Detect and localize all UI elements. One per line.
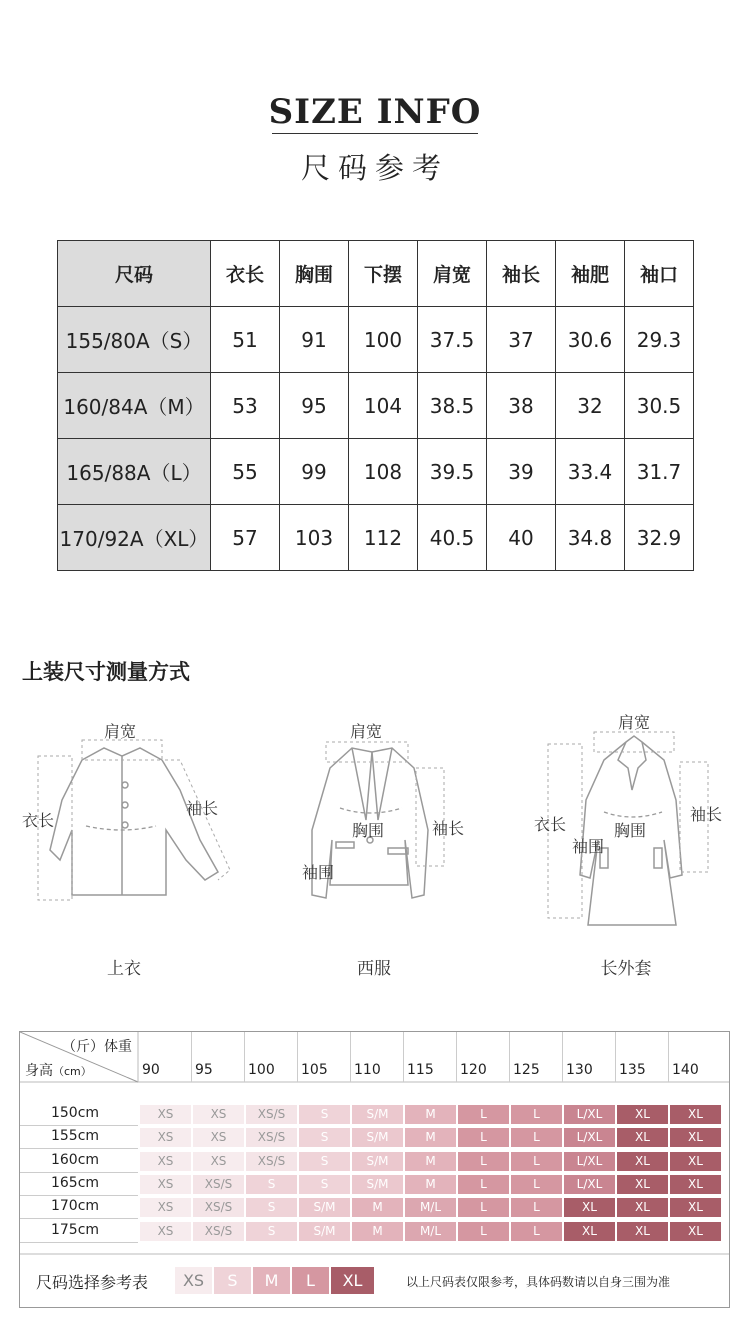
height-label: 155cm [50, 1128, 100, 1145]
size-grid-cell: XL [617, 1198, 668, 1217]
row-divider [20, 1125, 138, 1126]
value-cell: 34.8 [556, 505, 625, 571]
weight-label: 100 [248, 1062, 275, 1078]
size-grid-cell: S [299, 1105, 350, 1124]
value-cell: 31.7 [625, 439, 694, 505]
column-divider [615, 1032, 616, 1082]
suit-label-cuff: 袖围 [302, 863, 335, 882]
value-cell: 57 [211, 505, 280, 571]
coat-label-sleeve: 袖长 [690, 805, 723, 824]
reference-note: 以上尺码表仅限参考，具体码数请以自身三围为准 [406, 1275, 671, 1289]
size-cell: 170/92A（XL） [58, 505, 211, 571]
size-grid-cell: XL [617, 1222, 668, 1241]
size-grid-cell: L [458, 1222, 509, 1241]
col-header: 肩宽 [418, 241, 487, 307]
size-grid-cell: M [405, 1105, 456, 1124]
weight-label: 105 [301, 1062, 328, 1078]
size-grid-cell: XS/S [193, 1198, 244, 1217]
weight-label: 125 [513, 1062, 540, 1078]
column-divider [297, 1032, 298, 1082]
value-cell: 55 [211, 439, 280, 505]
value-cell: 104 [349, 373, 418, 439]
size-grid-cell: L/XL [564, 1175, 615, 1194]
row-divider [20, 1195, 138, 1196]
value-cell: 51 [211, 307, 280, 373]
value-cell: 38.5 [418, 373, 487, 439]
size-grid-cell: XS/S [246, 1128, 297, 1147]
legend-swatch: S [214, 1267, 251, 1294]
size-grid-cell: S [299, 1175, 350, 1194]
size-grid-cell: XL [670, 1152, 721, 1171]
shirt-label-sleeve: 袖长 [186, 799, 219, 818]
title-english: SIZE INFO [268, 92, 482, 132]
value-cell: 39 [487, 439, 556, 505]
size-grid-cell: XL [670, 1175, 721, 1194]
size-grid-cell: L [511, 1175, 562, 1194]
coat-label-cuff: 袖围 [572, 837, 605, 856]
size-grid-cell: L [458, 1128, 509, 1147]
weight-header: （斤）体重 [62, 1039, 132, 1055]
size-grid-cell: L [511, 1198, 562, 1217]
coat-label-length: 衣长 [534, 815, 567, 834]
size-grid-cell: XS [140, 1222, 191, 1241]
size-grid-cell: XS/S [193, 1175, 244, 1194]
size-cell: 155/80A（S） [58, 307, 211, 373]
value-cell: 112 [349, 505, 418, 571]
size-grid-cell: XS [140, 1128, 191, 1147]
size-grid-cell: M [352, 1222, 403, 1241]
size-reference-table [19, 1031, 730, 1308]
size-grid-cell: XS/S [193, 1222, 244, 1241]
suit-label-shoulder: 肩宽 [350, 722, 383, 741]
size-grid-cell: XL [564, 1198, 615, 1217]
shirt-illustration [50, 748, 218, 895]
col-header: 袖口 [625, 241, 694, 307]
size-grid-cell: XS [193, 1128, 244, 1147]
size-grid-cell: L [511, 1152, 562, 1171]
weight-label: 90 [142, 1062, 160, 1078]
value-cell: 91 [280, 307, 349, 373]
size-grid-cell: L/XL [564, 1105, 615, 1124]
shirt-label-shoulder: 肩宽 [104, 722, 137, 741]
size-grid-cell: M [405, 1152, 456, 1171]
legend-swatch: XL [331, 1267, 374, 1294]
value-cell: 100 [349, 307, 418, 373]
weight-label: 120 [460, 1062, 487, 1078]
col-header: 尺码 [58, 241, 211, 307]
suit-label-chest: 胸围 [352, 821, 385, 840]
column-divider [562, 1032, 563, 1082]
suit-name: 西服 [357, 959, 391, 979]
shirt-label-length: 衣长 [22, 811, 55, 830]
size-grid-cell: S [299, 1128, 350, 1147]
size-grid-cell: L [511, 1222, 562, 1241]
value-cell: 40 [487, 505, 556, 571]
size-grid-cell: L/XL [564, 1152, 615, 1171]
size-grid-cell: XL [564, 1222, 615, 1241]
row-divider [20, 1242, 138, 1243]
col-header: 袖肥 [556, 241, 625, 307]
size-grid-cell: XS/S [246, 1152, 297, 1171]
column-divider [191, 1032, 192, 1082]
size-grid-cell: L [458, 1105, 509, 1124]
suit-chest-arrow [340, 808, 402, 813]
size-grid-cell: S/M [352, 1105, 403, 1124]
size-cell: 165/88A（L） [58, 439, 211, 505]
height-unit: （cm） [53, 1065, 92, 1078]
column-divider [244, 1032, 245, 1082]
value-cell: 30.5 [625, 373, 694, 439]
value-cell: 37 [487, 307, 556, 373]
size-grid-cell: XS [140, 1105, 191, 1124]
weight-label: 135 [619, 1062, 646, 1078]
size-grid-cell: XS [193, 1152, 244, 1171]
size-grid-cell: S [246, 1198, 297, 1217]
size-grid-cell: L/XL [564, 1128, 615, 1147]
value-cell: 108 [349, 439, 418, 505]
col-header: 袖长 [487, 241, 556, 307]
col-header: 下摆 [349, 241, 418, 307]
size-grid-cell: XL [617, 1152, 668, 1171]
size-grid-cell: L [511, 1128, 562, 1147]
size-grid-cell: L [458, 1198, 509, 1217]
coat-chest-arrow [604, 812, 662, 817]
value-cell: 99 [280, 439, 349, 505]
value-cell: 32 [556, 373, 625, 439]
value-cell: 32.9 [625, 505, 694, 571]
value-cell: 39.5 [418, 439, 487, 505]
weight-label: 95 [195, 1062, 213, 1078]
shirt-name: 上衣 [107, 959, 141, 979]
size-grid-cell: XS [193, 1105, 244, 1124]
size-grid-cell: XL [670, 1198, 721, 1217]
value-cell: 103 [280, 505, 349, 571]
size-grid-cell: XL [617, 1105, 668, 1124]
size-grid-cell: XL [617, 1175, 668, 1194]
size-grid-cell: M [405, 1175, 456, 1194]
weight-label: 115 [407, 1062, 434, 1078]
size-grid-cell: XS [140, 1175, 191, 1194]
column-divider [668, 1032, 669, 1082]
value-cell: 30.6 [556, 307, 625, 373]
size-grid-cell: M [352, 1198, 403, 1217]
size-grid-cell: S/M [299, 1222, 350, 1241]
height-label: 165cm [50, 1174, 100, 1191]
column-divider [350, 1032, 351, 1082]
size-grid-cell: S [246, 1222, 297, 1241]
height-header [25, 1060, 92, 1080]
value-cell: 33.4 [556, 439, 625, 505]
value-cell: 37.5 [418, 307, 487, 373]
value-cell: 29.3 [625, 307, 694, 373]
size-grid-cell: XS [140, 1152, 191, 1171]
height-header-text: 身高 [25, 1063, 53, 1079]
coat-name: 长外套 [600, 959, 652, 979]
height-label: 170cm [50, 1198, 100, 1215]
shirt-chest-arrow [86, 826, 156, 830]
size-grid-cell: S/M [352, 1128, 403, 1147]
column-divider [509, 1032, 510, 1082]
column-divider [456, 1032, 457, 1082]
coat-label-shoulder: 肩宽 [618, 713, 651, 732]
size-grid-cell: S/M [352, 1152, 403, 1171]
size-grid-cell: XL [670, 1105, 721, 1124]
size-grid-cell: XL [617, 1128, 668, 1147]
weight-label: 110 [354, 1062, 381, 1078]
size-grid-cell: S [246, 1175, 297, 1194]
size-grid-cell: M [405, 1128, 456, 1147]
size-cell: 160/84A（M） [58, 373, 211, 439]
col-header: 衣长 [211, 241, 280, 307]
size-grid-cell: L [458, 1175, 509, 1194]
value-cell: 38 [487, 373, 556, 439]
legend-swatch: M [253, 1267, 290, 1294]
size-grid-cell: XS [140, 1198, 191, 1217]
size-grid-cell: S/M [352, 1175, 403, 1194]
row-divider [20, 1148, 138, 1149]
size-grid-cell: S/M [299, 1198, 350, 1217]
size-grid-cell: M/L [405, 1222, 456, 1241]
size-grid-cell: XL [670, 1128, 721, 1147]
weight-label: 140 [672, 1062, 699, 1078]
value-cell: 40.5 [418, 505, 487, 571]
legend-swatch: L [292, 1267, 329, 1294]
title-chinese: 尺码参考 [300, 151, 449, 185]
suit-label-sleeve: 袖长 [432, 819, 465, 838]
col-header: 胸围 [280, 241, 349, 307]
height-label: 160cm [50, 1151, 100, 1168]
size-grid-cell: XS/S [246, 1105, 297, 1124]
value-cell: 53 [211, 373, 280, 439]
size-grid-cell: L [458, 1152, 509, 1171]
height-label: 150cm [50, 1105, 100, 1121]
height-label: 175cm [50, 1221, 100, 1238]
size-grid-cell: XL [670, 1222, 721, 1241]
row-divider [20, 1172, 138, 1173]
size-grid-cell: S [299, 1152, 350, 1171]
column-divider [403, 1032, 404, 1082]
legend-title: 尺码选择参考表 [36, 1273, 149, 1292]
size-grid-cell: L [511, 1105, 562, 1124]
measure-section-title: 上装尺寸测量方式 [22, 660, 190, 684]
value-cell: 95 [280, 373, 349, 439]
size-grid-cell: M/L [405, 1198, 456, 1217]
row-divider [20, 1218, 138, 1219]
coat-label-chest: 胸围 [614, 821, 647, 840]
weight-label: 130 [566, 1062, 593, 1078]
legend-swatch: XS [175, 1267, 212, 1294]
